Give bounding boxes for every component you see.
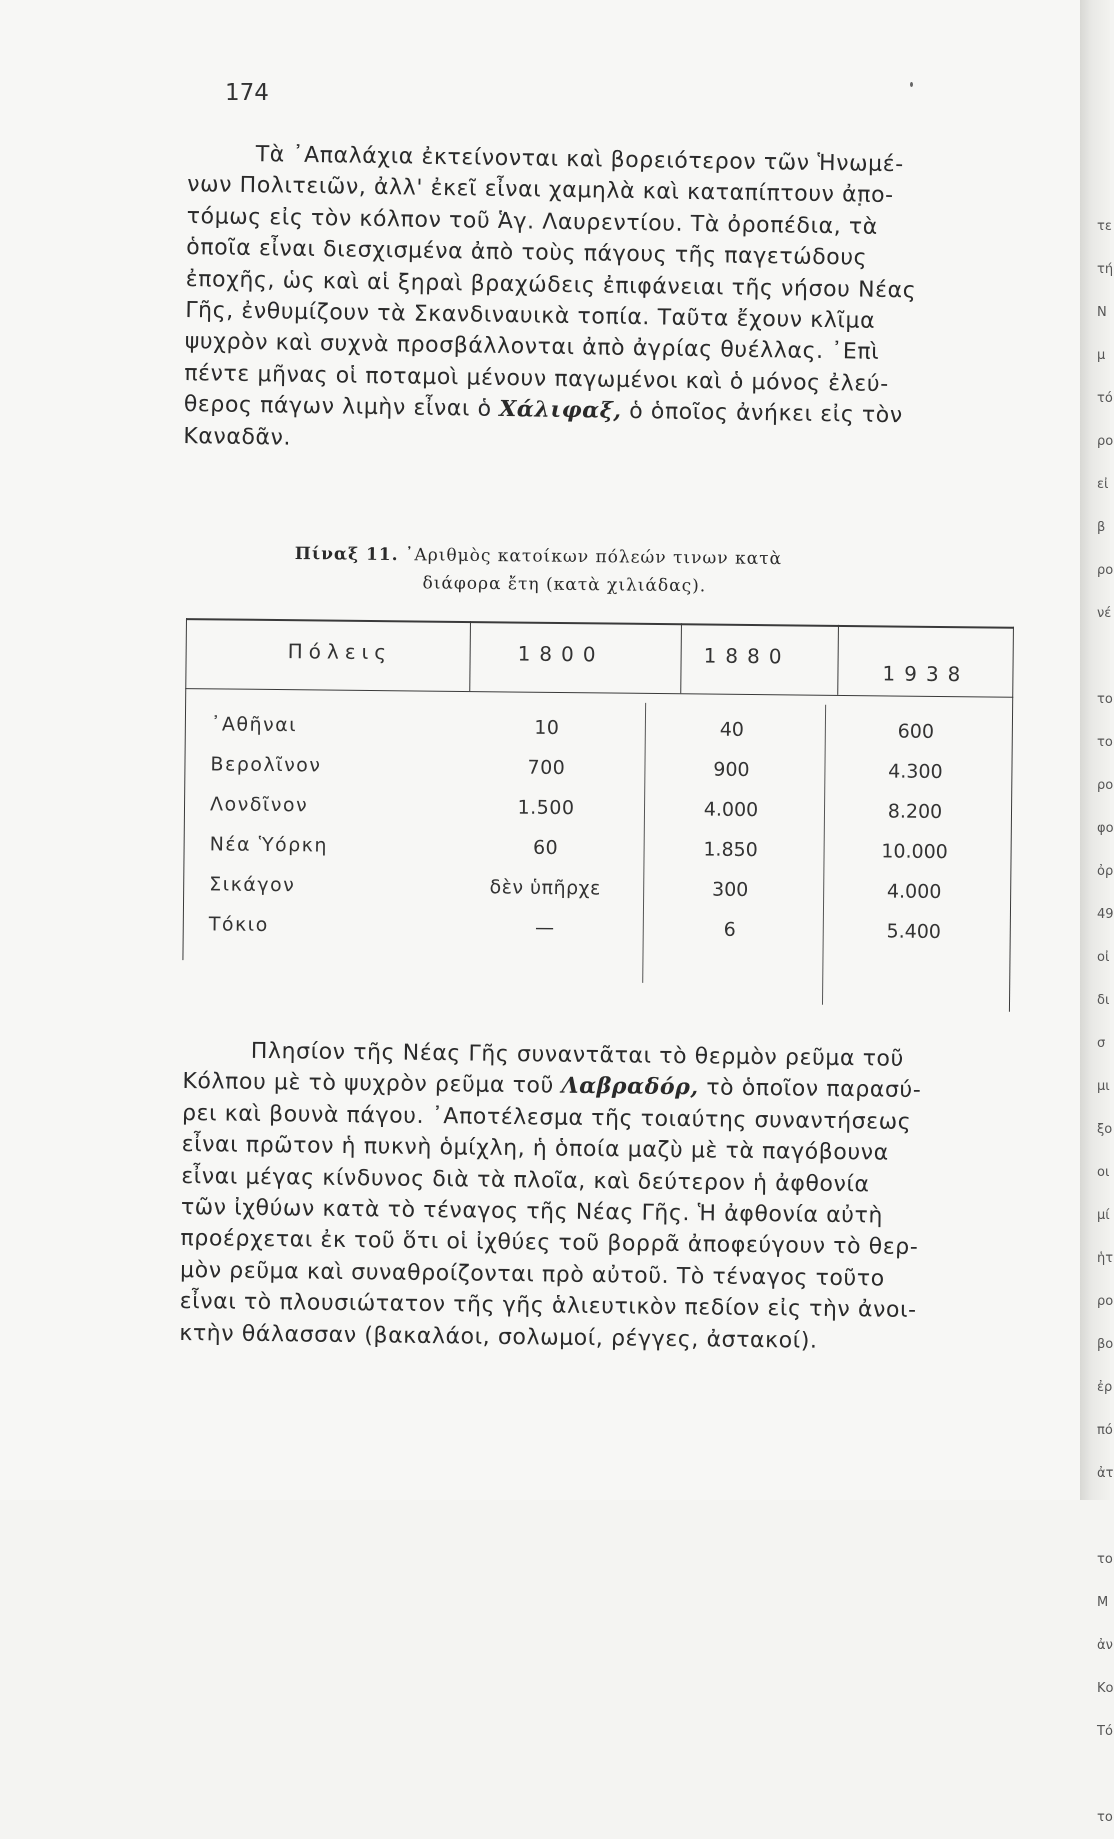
paragraph-2	[179, 1035, 1013, 1359]
value-1880: 300	[711, 878, 749, 901]
value-1800: —	[534, 916, 555, 939]
table-rule	[837, 625, 839, 695]
text-line: Γῆς, ἐνθυμίζουν τὰ Σκανδιναυικὰ τοπία. Ταῦτα ἔχουν κλῖμα	[185, 298, 876, 334]
facing-page-fragment: τή	[1097, 262, 1114, 277]
facing-page-fragment: το	[1097, 692, 1113, 707]
column-header-1800: 1800	[517, 641, 605, 667]
facing-page-fragment: ξο	[1097, 1122, 1113, 1137]
value-1880: 6	[723, 918, 736, 941]
facing-page-fragment: Ν	[1097, 305, 1107, 320]
value-1938: 4.000	[886, 880, 942, 904]
city-name: Σικάγον	[209, 873, 296, 897]
facing-page-fragment: νέ	[1097, 606, 1112, 621]
facing-page-fragment: οι	[1097, 1165, 1110, 1180]
value-1880: 40	[719, 718, 745, 741]
value-1800: 700	[527, 756, 566, 780]
text-line: τόμως εἰς τὸν κόλπον τοῦ Ἁγ. Λαυρεντίου. Τὰ ὀροπέδια, τὰ	[186, 203, 879, 240]
facing-page-fragment: μί	[1097, 1208, 1110, 1223]
facing-page-fragment: πό	[1097, 1423, 1113, 1438]
city-name: Λονδῖνον	[209, 793, 309, 817]
value-1800: 10	[534, 716, 560, 739]
table-row	[176, 753, 1012, 798]
text-line: εἶναι τὸ πλουσιώτατον τῆς γῆς ἁλιευτικὸν πεδίον εἰς τὴν ἀνοι-	[179, 1289, 917, 1324]
facing-page-fragment	[1097, 635, 1111, 678]
value-1938: 4.300	[888, 760, 943, 784]
column-header-1938: 1938	[882, 661, 970, 687]
text-line: ρει καὶ βουνὰ πάγου. ᾿Αποτέλεσμα τῆς τοιαύτης συναντήσεως	[181, 1100, 912, 1135]
table-header-rule	[185, 688, 1013, 698]
table-caption	[294, 540, 935, 603]
text-line: Τὰ ᾿Απαλάχια ἐκτείνονται καὶ βορειότερον τῶν Ἡνωμέ-	[255, 142, 904, 178]
facing-page-fragment: το	[1097, 735, 1113, 750]
facing-page-fragment: Τό	[1097, 1724, 1113, 1739]
facing-page-fragment: το	[1097, 1552, 1113, 1567]
facing-page-fragment: ἡτ	[1097, 1251, 1114, 1266]
value-1880: 4.000	[703, 798, 759, 822]
table-caption-label: Πίναξ 11.	[294, 543, 399, 566]
facing-page-fragment: ἐρ	[1097, 1380, 1113, 1395]
table-rule	[680, 623, 682, 693]
text-line: ψυχρὸν καὶ συχνὰ προσβάλλονται ἀπὸ ἀγρίας θυέλλας. ᾿Επὶ	[184, 329, 880, 366]
city-name: ᾿Αθῆναι	[210, 713, 298, 737]
text-line: προέρχεται ἐκ τοῦ ὅτι οἱ ἰχθύες τοῦ βορρᾶ ἀποφεύγουν τὸ θερ-	[180, 1226, 919, 1261]
table-caption-title: ᾿Αριθμὸς κατοίκων πόλεών τινων κατὰ	[404, 545, 783, 570]
text-run: ὁ ὁποῖος ἀνήκει εἰς τὸν	[621, 399, 903, 429]
text-line: εἶναι μέγας κίνδυνος διὰ τὰ πλοῖα, καὶ δεύτερον ἡ ἀφθονία	[181, 1163, 870, 1198]
facing-page-fragment: εἰ	[1097, 477, 1109, 492]
facing-page-fragment: βο	[1097, 1337, 1114, 1352]
text-line: ἐποχῆς, ὡς καὶ αἱ ξηραὶ βραχώδεις ἐπιφάνειαι τῆς νήσου Νέας	[185, 266, 917, 304]
table-top-rule	[186, 618, 1014, 629]
table-caption-subtitle: διάφορα ἔτη (κατὰ χιλιάδας).	[422, 573, 707, 597]
text-line: πέντε μῆνας οἱ ποταμοὶ μένουν παγωμένοι καὶ ὁ μόνος ἐλεύ-	[184, 360, 889, 397]
facing-page-fragment: ρο	[1097, 563, 1114, 578]
text-line: τῶν ἰχθύων κατὰ τὸ τέναγος τῆς Νέας Γῆς. Ἡ ἀφθονία αὐτὴ	[180, 1195, 884, 1229]
text-line: κτὴν θάλασσαν (βακαλάοι, σολωμοί, ρέγγες, ἀστακοί).	[179, 1320, 818, 1354]
facing-page-fragment: ἀτ	[1097, 1466, 1114, 1481]
page-number: 174	[225, 80, 269, 106]
text-line: Καναδᾶν.	[183, 423, 292, 451]
city-name: Βερολῖνον	[210, 753, 322, 777]
facing-page-fragment: μι	[1097, 1079, 1110, 1094]
text-line: νων Πολιτειῶν, ἀλλ' ἐκεῖ εἶναι χαμηλὰ καὶ καταπίπτουν ἀπο-	[187, 172, 894, 209]
facing-page-fragment: ρο	[1097, 1294, 1114, 1309]
text-line: Πλησίον τῆς Νέας Γῆς συναντᾶται τὸ θερμὸν ρεῦμα τοῦ	[250, 1038, 905, 1072]
facing-page-fragment: β	[1097, 520, 1106, 535]
value-1938: 5.400	[886, 920, 942, 944]
facing-page-fragment	[1097, 1753, 1111, 1796]
value-1800: δὲν ὑπῆρχε	[489, 876, 601, 900]
paragraph-1	[183, 138, 1023, 465]
facing-page-fragment: το	[1097, 1810, 1113, 1825]
facing-page-fragment: ὀρ	[1097, 864, 1114, 879]
facing-page-fragment: ρο	[1097, 434, 1114, 449]
table-row	[175, 833, 1011, 878]
population-table	[174, 618, 1014, 1012]
facing-page-fragment: 49	[1097, 907, 1114, 922]
facing-page-fragment: μ	[1097, 348, 1106, 363]
facing-page-fragment: δι	[1097, 993, 1110, 1008]
facing-page-fragment: Μ	[1097, 1595, 1109, 1610]
print-speck	[910, 82, 913, 87]
emphasized-place-name: Λαβραδόρ,	[561, 1073, 699, 1101]
value-1938: 600	[897, 720, 935, 743]
table-row	[177, 713, 1013, 758]
city-name: Τόκιο	[208, 913, 269, 936]
value-1800: 1.500	[517, 796, 575, 820]
value-1880: 900	[713, 758, 750, 781]
facing-page-fragment: ἀν	[1097, 1638, 1113, 1653]
facing-page-fragment: τε	[1097, 219, 1112, 234]
text-line: ὁποῖα εἶναι διεσχισμένα ἀπὸ τοὺς πάγους τῆς παγετώδους	[186, 235, 868, 271]
facing-page-fragment: σ	[1097, 1036, 1106, 1051]
facing-page-fragments	[1097, 205, 1114, 1839]
table-rule	[469, 621, 471, 691]
value-1938: 10.000	[881, 840, 948, 864]
table-row	[175, 873, 1011, 918]
value-1800: 60	[532, 836, 559, 859]
facing-page-fragment: οἰ	[1097, 950, 1110, 965]
text-line: μὸν ρεῦμα καὶ συναθροίζονται πρὸ αὐτοῦ. Τὸ τέναγος τοῦτο	[179, 1257, 885, 1292]
text-run: θερος πάγων λιμὴν εἶναι ὁ	[183, 392, 500, 423]
facing-page-fragment	[1097, 1495, 1111, 1538]
text-run: τὸ ὁποῖον παρασύ-	[698, 1075, 922, 1104]
column-header-1880: 1880	[703, 643, 791, 669]
facing-page-fragment: τό	[1097, 391, 1113, 406]
table-row	[175, 913, 1011, 958]
text-run: Κόλπου μὲ τὸ ψυχρὸν ρεῦμα τοῦ	[182, 1069, 562, 1100]
facing-page-fragment: ρο	[1097, 778, 1114, 793]
column-header-cities: Πόλεις	[287, 639, 393, 665]
emphasized-place-name: Χάλιφαξ,	[499, 396, 622, 425]
value-1938: 8.200	[887, 800, 943, 824]
facing-page-fragment: Κο	[1097, 1681, 1114, 1696]
table-row	[176, 793, 1012, 838]
facing-page-fragment: φο	[1097, 821, 1114, 836]
value-1880: 1.850	[703, 838, 758, 862]
city-name: Νέα Ὑόρκη	[209, 833, 329, 857]
text-line: εἶναι πρῶτον ἡ πυκνὴ ὁμίχλη, ἡ ὁποία μαζὺ μὲ τὰ παγόβουνα	[181, 1132, 889, 1166]
